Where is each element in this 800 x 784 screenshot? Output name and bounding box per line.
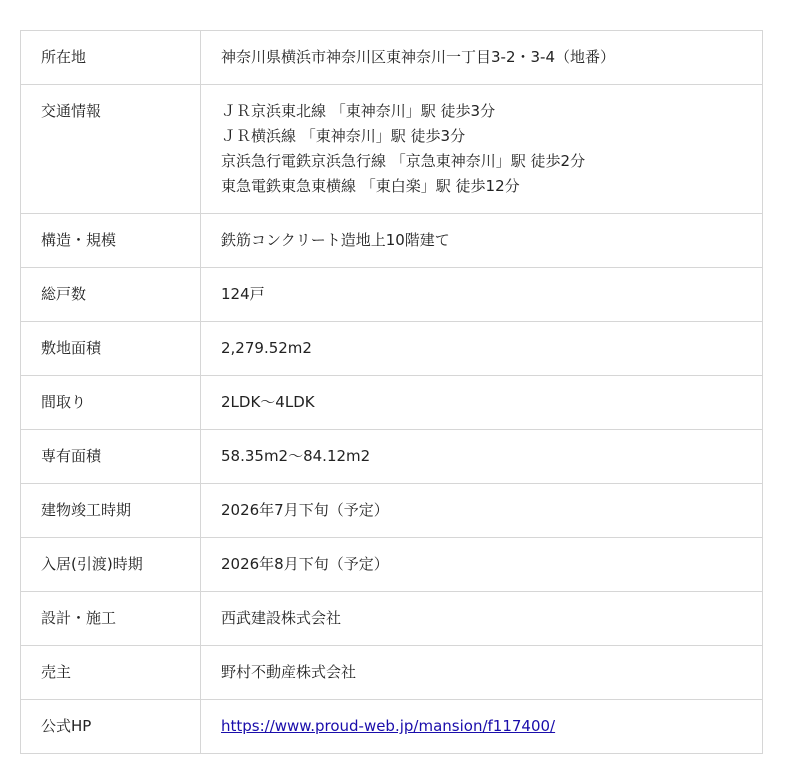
move-in-date-text: 2026年8月下旬（予定）	[221, 555, 389, 573]
row-design-construction	[21, 592, 763, 646]
row-label: 所在地	[21, 31, 201, 85]
location-text: 神奈川県横浜市神奈川区東神奈川一丁目3-2・3-4（地番）	[221, 48, 616, 66]
row-location	[21, 31, 763, 85]
official-site-value	[201, 700, 763, 754]
row-move-in-date	[21, 538, 763, 592]
seller-text: 野村不動産株式会社	[221, 663, 357, 681]
structure-text: 鉄筋コンクリート造地上10階建て	[221, 231, 450, 249]
row-site-area	[21, 322, 763, 376]
exclusive-area-value	[201, 430, 763, 484]
seller-value	[201, 646, 763, 700]
row-label: 売主	[21, 646, 201, 700]
official-site-link[interactable]: https://www.proud-web.jp/mansion/f117400/	[221, 717, 556, 735]
row-official-site	[21, 700, 763, 754]
row-label: 建物竣工時期	[21, 484, 201, 538]
row-label: 交通情報	[21, 85, 201, 214]
design-construction-value	[201, 592, 763, 646]
total-units-text: 124戸	[221, 285, 265, 303]
row-floor-plan	[21, 376, 763, 430]
access-line: ＪＲ横浜線 「東神奈川」駅 徒歩3分	[221, 127, 466, 145]
row-label: 入居(引渡)時期	[21, 538, 201, 592]
access-value	[201, 85, 763, 214]
row-label: 公式HP	[21, 700, 201, 754]
site-area-text: 2,279.52m2	[221, 339, 312, 357]
row-access	[21, 85, 763, 214]
completion-date-value	[201, 484, 763, 538]
row-structure	[21, 214, 763, 268]
floor-plan-value	[201, 376, 763, 430]
move-in-date-value	[201, 538, 763, 592]
property-info-table-container	[20, 30, 762, 754]
access-line: ＪＲ京浜東北線 「東神奈川」駅 徒歩3分	[221, 102, 496, 120]
row-label: 敷地面積	[21, 322, 201, 376]
property-info-table	[20, 30, 763, 754]
row-exclusive-area	[21, 430, 763, 484]
row-label: 間取り	[21, 376, 201, 430]
site-area-value	[201, 322, 763, 376]
row-label: 設計・施工	[21, 592, 201, 646]
total-units-value	[201, 268, 763, 322]
row-total-units	[21, 268, 763, 322]
floor-plan-text: 2LDK～4LDK	[221, 393, 315, 411]
access-line: 東急電鉄東急東横線 「東白楽」駅 徒歩12分	[221, 177, 520, 195]
access-line: 京浜急行電鉄京浜急行線 「京急東神奈川」駅 徒歩2分	[221, 152, 586, 170]
exclusive-area-text: 58.35m2～84.12m2	[221, 447, 371, 465]
location-value	[201, 31, 763, 85]
completion-date-text: 2026年7月下旬（予定）	[221, 501, 389, 519]
row-label: 構造・規模	[21, 214, 201, 268]
row-label: 総戸数	[21, 268, 201, 322]
design-construction-text: 西武建設株式会社	[221, 609, 342, 627]
row-label: 専有面積	[21, 430, 201, 484]
structure-value	[201, 214, 763, 268]
row-seller	[21, 646, 763, 700]
row-completion-date	[21, 484, 763, 538]
